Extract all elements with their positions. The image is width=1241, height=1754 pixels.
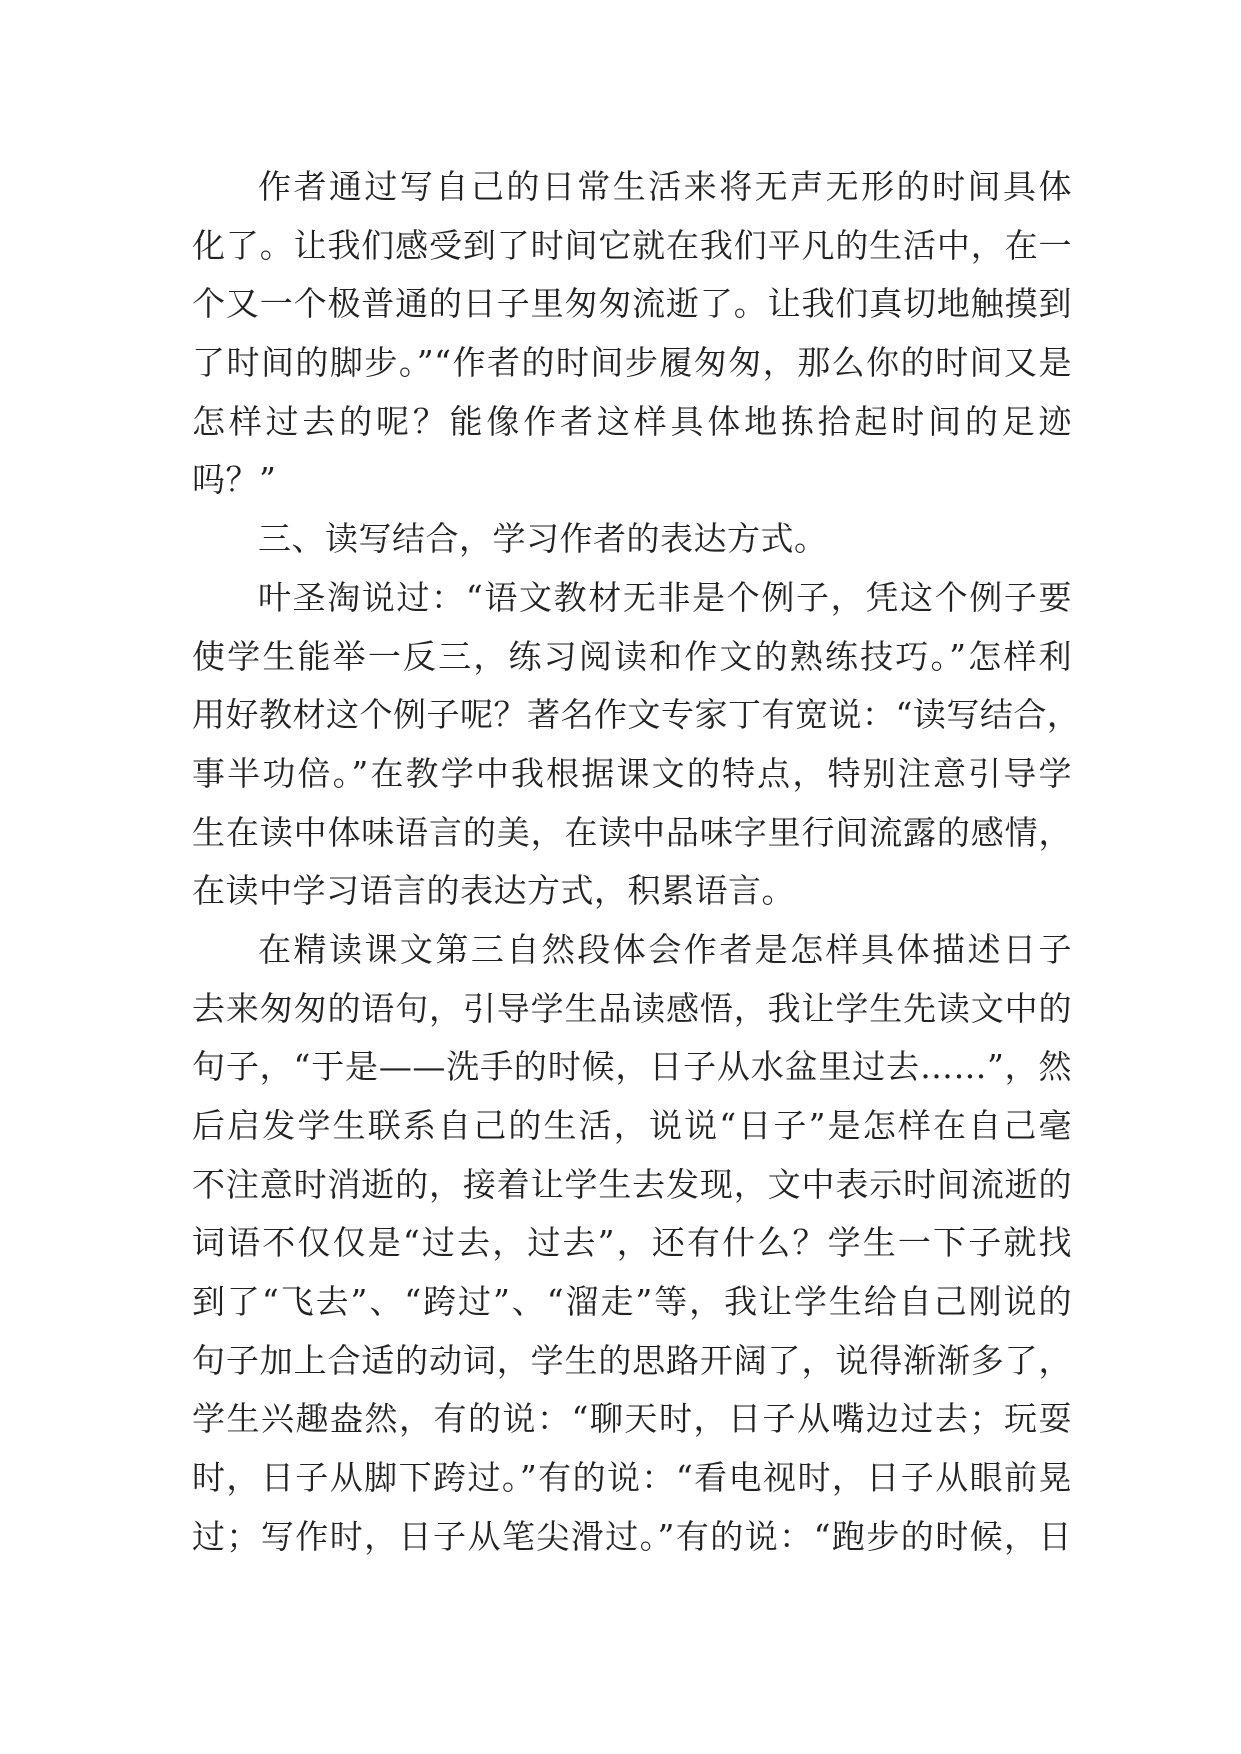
- paragraph-line: 吗？”: [192, 460, 277, 500]
- paragraph-line: 事半功倍。”在教学中我根据课文的特点，特别注意引导学: [192, 753, 1072, 793]
- paragraph-line: 时，日子从脚下跨过。”有的说：“看电视时，日子从眼前晃: [192, 1458, 1072, 1498]
- paragraph-line: 怎样过去的呢？能像作者这样具体地拣拾起时间的足迹: [192, 401, 1072, 441]
- document-body: [192, 158, 1081, 1567]
- paragraph-line: 化了。让我们感受到了时间它就在我们平凡的生活中，在一: [192, 225, 1072, 265]
- paragraph-line: 叶圣淘说过：“语文教材无非是个例子，凭这个例子要: [258, 577, 1072, 617]
- paragraph-line: 用好教材这个例子呢？著名作文专家丁有宽说：“读写结合，: [192, 695, 1081, 735]
- paragraph-line: 了时间的脚步。”“作者的时间步履匆匆，那么你的时间又是: [192, 343, 1072, 383]
- paragraph-line: 作者通过写自己的日常生活来将无声无形的时间具体: [258, 167, 1072, 206]
- paragraph-line: 到了“飞去”、“跨过”、“溜走”等，我让学生给自己刚说的: [192, 1282, 1072, 1322]
- paragraph-line: 句子加上合适的动词，学生的思路开阔了，说得渐渐多了，: [192, 1340, 1072, 1380]
- paragraph-line: 个又一个极普通的日子里匆匆流逝了。让我们真切地触摸到: [192, 284, 1072, 324]
- paragraph-line: 在精读课文第三自然段体会作者是怎样具体描述日子: [258, 929, 1072, 969]
- paragraph-line: 句子，“于是——洗手的时候，日子从水盆里过去……”，然: [192, 1047, 1072, 1087]
- paragraph-line: 学生兴趣盎然，有的说：“聊天时，日子从嘴边过去；玩耍: [192, 1399, 1072, 1439]
- paragraph-line: 过；写作时，日子从笔尖滑过。”有的说：“跑步的时候，日: [192, 1516, 1072, 1556]
- paragraph-line: 使学生能举一反三，练习阅读和作文的熟练技巧。”怎样利: [192, 636, 1072, 676]
- paragraph-line: 不注意时消逝的，接着让学生去发现，文中表示时间流逝的: [192, 1164, 1072, 1204]
- paragraph-line: 去来匆匆的语句，引导学生品读感悟，我让学生先读文中的: [192, 988, 1072, 1028]
- section-heading: 三、读写结合，学习作者的表达方式。: [258, 519, 828, 559]
- paragraph-line: 词语不仅仅是“过去，过去”，还有什么？学生一下子就找: [192, 1223, 1072, 1263]
- paragraph-line: 生在读中体味语言的美，在读中品味字里行间流露的感情，: [192, 812, 1072, 852]
- paragraph-line: 后启发学生联系自己的生活，说说“日子”是怎样在自己毫: [192, 1106, 1072, 1145]
- paragraph-line: 在读中学习语言的表达方式，积累语言。: [192, 871, 795, 911]
